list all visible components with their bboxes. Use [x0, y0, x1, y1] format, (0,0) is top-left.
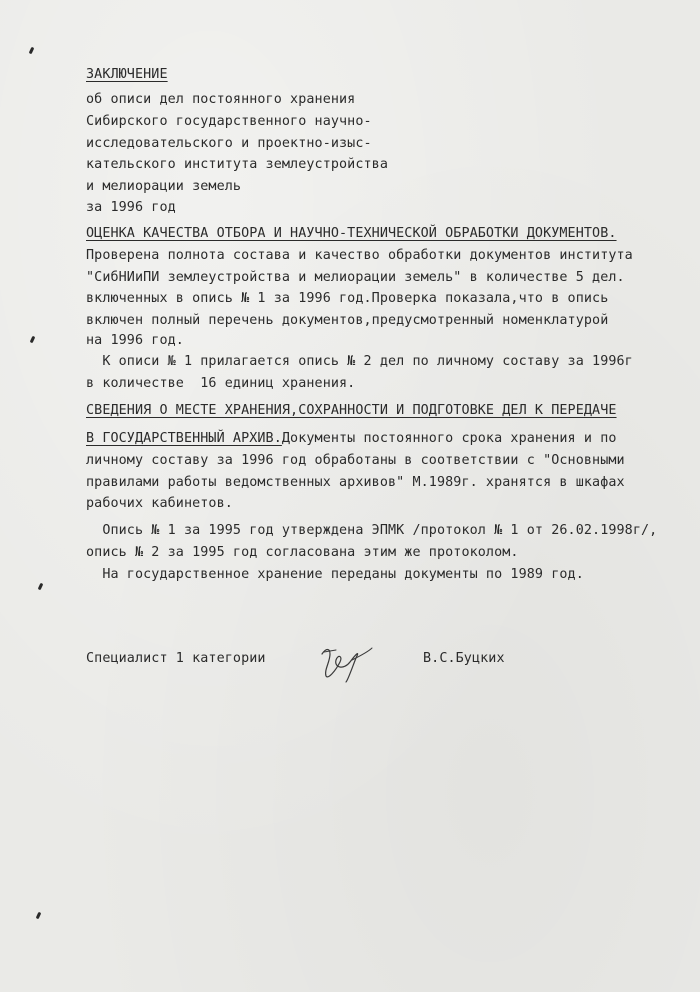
scan-speck [29, 47, 35, 55]
signature-name: В.С.Буцких [423, 651, 505, 666]
handwritten-signature [316, 640, 376, 684]
section1-line: включен полный перечень документов,предусмотренный номенклатурой [86, 313, 609, 328]
section2-line: личному составу за 1996 год обработаны в соответствии с "Основными [86, 453, 625, 468]
section2-line: рабочих кабинетов. [86, 496, 233, 511]
header-line: исследовательского и проектно-изыс- [86, 136, 372, 151]
section1-line: на 1996 год. [86, 333, 184, 348]
section1-para2-line: К описи № 1 прилагается опись № 2 дел по личному составу за 1996г [86, 354, 633, 369]
section2-heading-cont: В ГОСУДАРСТВЕННЫЙ АРХИВ. [86, 431, 282, 446]
section2-para2-line: Опись № 1 за 1995 год утверждена ЭПМК /протокол № 1 от 26.02.1998г/, [86, 523, 658, 538]
section2-para2-line: На государственное хранение переданы документы по 1989 год. [86, 567, 584, 582]
scan-speck [36, 912, 42, 920]
header-line: за 1996 год [86, 200, 176, 215]
section1-line: Проверена полнота состава и качество обработки документов института [86, 248, 633, 263]
section2-heading-line2-row [86, 432, 617, 445]
scan-speck [30, 336, 36, 344]
section1-line: включенных в опись № 1 за 1996 год.Проверка показала,что в опись [86, 291, 609, 306]
section2-para2-line: опись № 2 за 1995 год согласована этим же протоколом. [86, 545, 519, 560]
signature-position: Специалист 1 категории [86, 651, 266, 666]
document-title: ЗАКЛЮЧЕНИЕ [86, 67, 168, 82]
section1-heading: ОЦЕНКА КАЧЕСТВА ОТБОРА И НАУЧНО-ТЕХНИЧЕСКОЙ ОБРАБОТКИ ДОКУМЕНТОВ. [86, 226, 617, 241]
header-line: Сибирского государственного научно- [86, 114, 372, 129]
header-line: об описи дел постоянного хранения [86, 92, 356, 107]
scan-speck [38, 583, 44, 591]
section1-line: "СибНИиПИ землеустройства и мелиорации земель" в количестве 5 дел. [86, 270, 625, 285]
header-line: и мелиорации земель [86, 179, 242, 194]
header-line: кательского института землеустройства [86, 157, 388, 172]
section2-line: правилами работы ведомственных архивов" М.1989г. хранятся в шкафах [86, 475, 625, 490]
section1-para2-line: в количестве 16 единиц хранения. [86, 376, 356, 391]
section2-heading: СВЕДЕНИЯ О МЕСТЕ ХРАНЕНИЯ,СОХРАННОСТИ И ПОДГОТОВКЕ ДЕЛ К ПЕРЕДАЧЕ [86, 403, 617, 418]
section2-line: Документы постоянного срока хранения и по [281, 431, 617, 446]
